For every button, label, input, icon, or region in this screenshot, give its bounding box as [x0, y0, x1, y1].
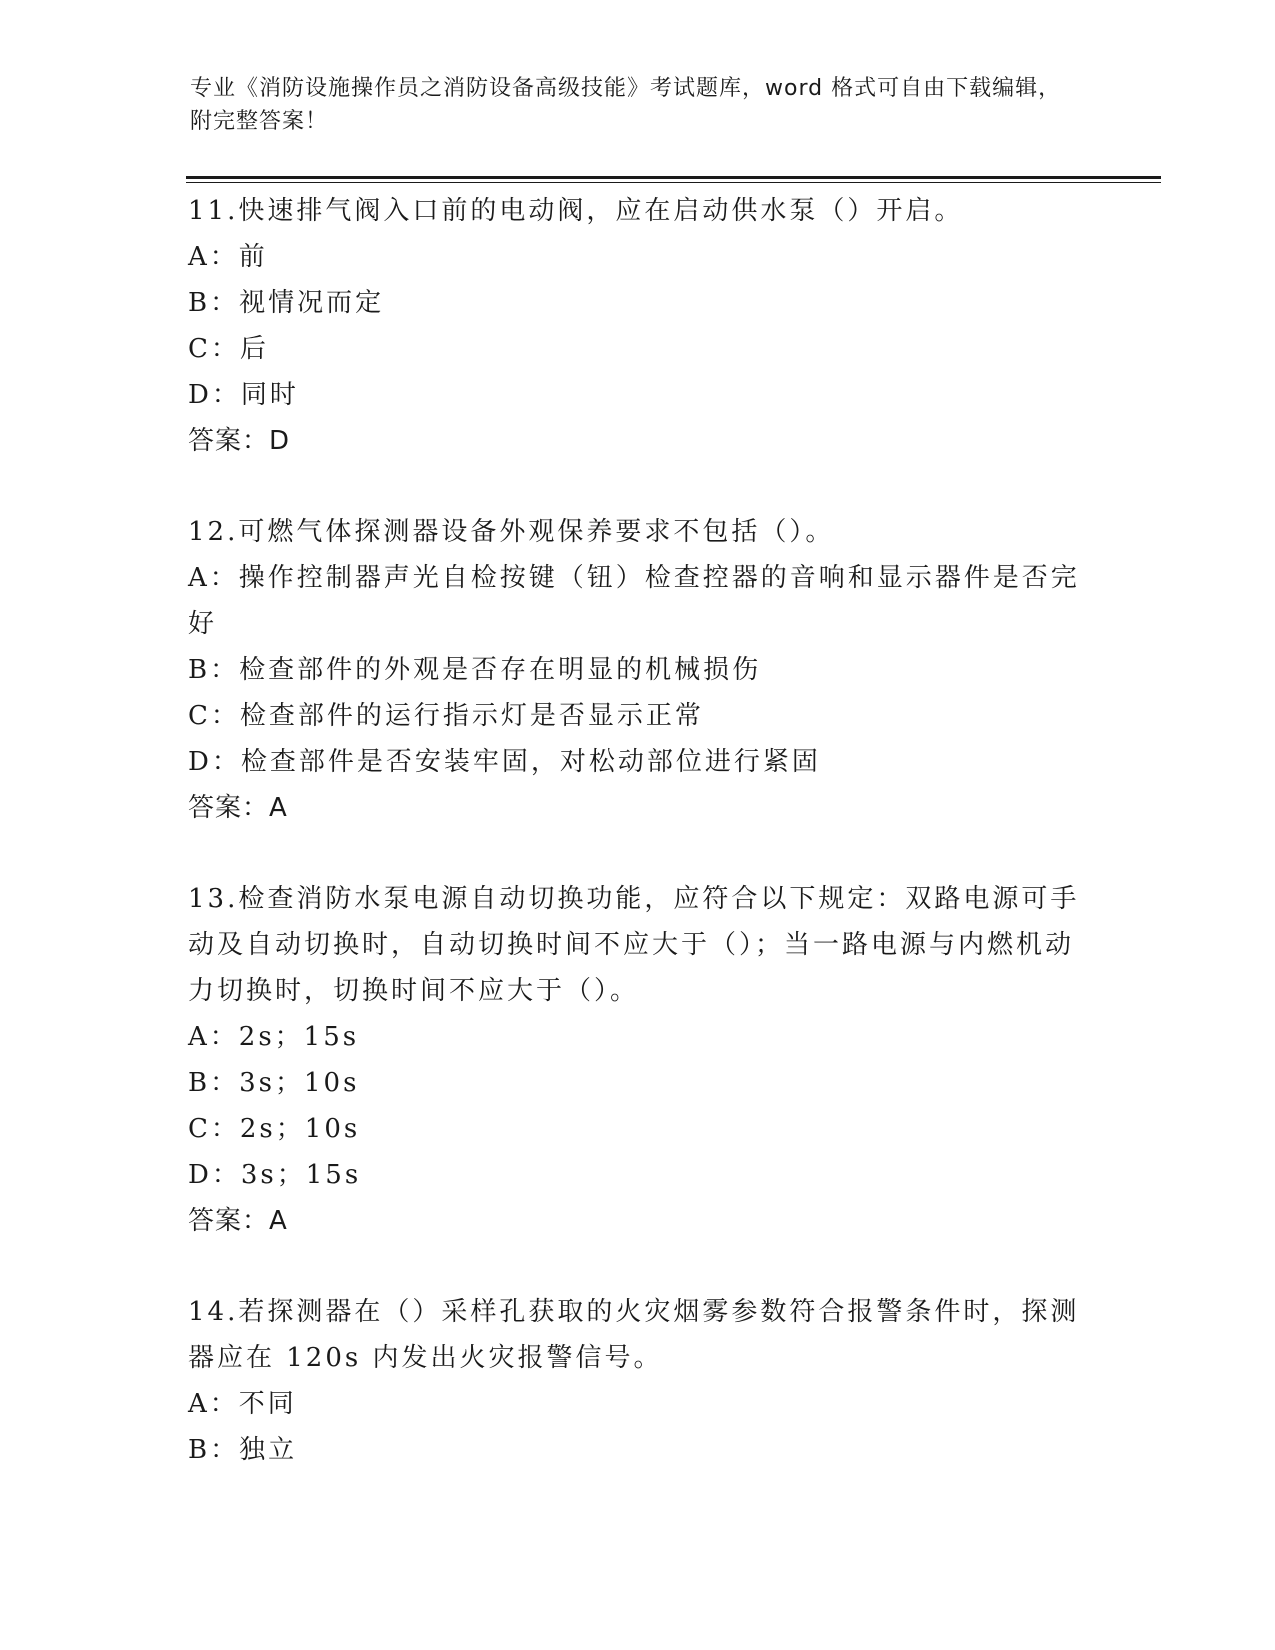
option-c: C：2s；10s [188, 1114, 361, 1144]
question-stem: 11.快速排气阀入口前的电动阀，应在启动供水泵（）开启。 [188, 196, 964, 226]
question-stem: 13.检查消防水泵电源自动切换功能，应符合以下规定：双路电源可手动及自动切换时，自动切换时间不应大于（）；当一路电源与内燃机动力切换时，切换时间不应大于（）。 [188, 884, 1080, 1006]
option-d: D：检查部件是否安装牢固，对松动部位进行紧固 [188, 747, 821, 777]
answer-line: 答案：A [188, 1206, 288, 1236]
option-d: D：同时 [188, 380, 299, 410]
option-a: A：2s；15s [188, 1022, 360, 1052]
header-divider-thick [186, 176, 1161, 179]
question-stem: 12.可燃气体探测器设备外观保养要求不包括（）。 [188, 517, 835, 547]
option-b: B：视情况而定 [188, 288, 385, 318]
header-divider-thin [186, 182, 1161, 183]
option-c: C：检查部件的运行指示灯是否显示正常 [188, 701, 704, 731]
option-a: A：前 [188, 242, 268, 272]
option-d: D：3s；15s [188, 1160, 362, 1190]
question-14 [188, 1289, 1088, 1473]
option-a: A：操作控制器声光自检按键（钮）检查控器的音响和显示器件是否完好 [188, 563, 1080, 639]
option-b: B：3s；10s [188, 1068, 360, 1098]
option-a: A：不同 [188, 1389, 297, 1419]
option-b: B：检查部件的外观是否存在明显的机械损伤 [188, 655, 762, 685]
question-11 [188, 188, 1088, 464]
question-stem: 14.若探测器在（）采样孔获取的火灾烟雾参数符合报警条件时，探测器应在 120s 内发出火灾报警信号。 [188, 1297, 1080, 1373]
document-header: 专业《消防设施操作员之消防设备高级技能》考试题库，word 格式可自由下载编辑，附完整答案！ [190, 76, 1062, 134]
answer-line: 答案：A [188, 793, 288, 823]
option-b: B：独立 [188, 1435, 298, 1465]
answer-line: 答案：D [188, 426, 291, 456]
question-list [188, 188, 1088, 1518]
question-13 [188, 876, 1088, 1244]
question-12 [188, 509, 1088, 831]
option-c: C：后 [188, 334, 269, 364]
